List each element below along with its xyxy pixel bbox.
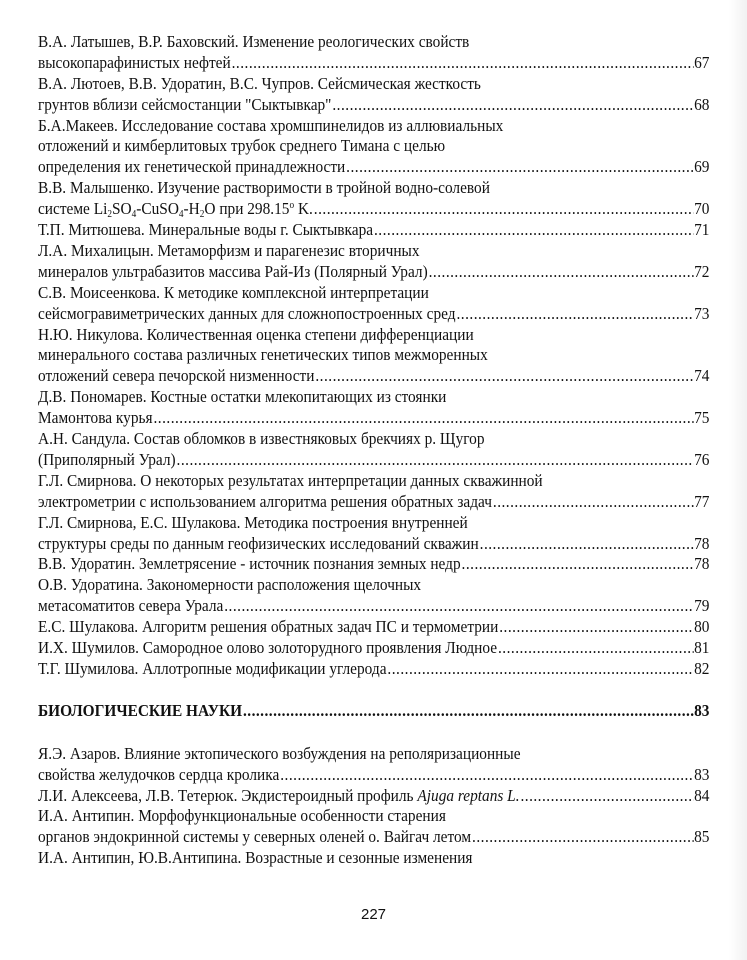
dot-leader xyxy=(374,220,693,241)
toc-entry-last-line[interactable] xyxy=(38,366,709,387)
dot-leader xyxy=(429,262,694,283)
toc-entry-text: В.В. Удоратин. Землетрясение - источник познания земных недр xyxy=(38,554,461,574)
page-ref: 75 xyxy=(694,408,710,428)
page-ref: 74 xyxy=(694,366,710,386)
page-ref: 78 xyxy=(694,533,710,553)
dot-leader xyxy=(232,53,694,74)
dot-leader xyxy=(153,408,693,429)
page-number: 227 xyxy=(360,906,387,923)
page-ref: 85 xyxy=(694,827,710,847)
toc-entry-last-line[interactable] xyxy=(38,492,709,513)
subscript: 2 xyxy=(107,209,113,221)
page-ref: 79 xyxy=(694,596,710,616)
formula-text: O при 298.15 xyxy=(204,199,290,219)
page-ref: 72 xyxy=(694,261,710,281)
page-ref: 69 xyxy=(694,157,710,177)
page-ref: 82 xyxy=(694,658,710,678)
toc-entry-last-line[interactable] xyxy=(38,765,709,786)
toc-entry-text: Мамонтова курья xyxy=(38,408,153,428)
toc-entry-last-line[interactable] xyxy=(38,827,709,848)
toc-entry-line: минерального состава различных генетических типов межморенных xyxy=(38,345,488,365)
toc-entry-text: (Приполярный Урал) xyxy=(38,449,176,469)
toc-entry-text: грунтов вблизи сейсмостанции "Сыктывкар" xyxy=(38,94,332,114)
page-edge-shadow xyxy=(729,0,747,960)
toc-entry-last-line[interactable] xyxy=(38,638,709,659)
toc-entry-last-line[interactable] xyxy=(38,262,709,283)
toc-entry-line: В.В. Малышенко. Изучение растворимости в тройной водно-солевой xyxy=(38,178,490,198)
toc-entry-text: Т.Г. Шумилова. Аллотропные модификации углерода xyxy=(38,658,387,678)
toc-entry-last-line[interactable] xyxy=(38,95,709,116)
page-ref: 80 xyxy=(694,617,710,637)
toc-entry-last-line[interactable] xyxy=(38,53,709,74)
toc-entry-last-line[interactable] xyxy=(38,408,709,429)
page-ref: 71 xyxy=(694,220,710,240)
page-ref: 73 xyxy=(694,303,710,323)
toc-entry-text: отложений севера печорской низменности xyxy=(38,366,315,386)
page-ref: 84 xyxy=(694,785,710,805)
toc-entry-text: определения их генетической принадлежности xyxy=(38,157,346,177)
formula-text: SO xyxy=(112,199,132,219)
toc-entry-text: органов эндокринной системы у северных оленей о. Вайгач летом xyxy=(38,827,472,847)
toc-entry-text xyxy=(38,199,313,220)
toc-entry-text: сейсмогравиметрических данных для сложнопостроенных сред xyxy=(38,303,456,323)
species-name-italic: Ajuga reptans L. xyxy=(417,785,520,805)
dot-leader xyxy=(499,617,693,638)
toc-entry-line: Г.Л. Смирнова, Е.С. Шулакова. Методика построения внутренней xyxy=(38,512,468,532)
toc-entry-text: И.Х. Шумилов. Самородное олово золоторудного проявления Людное xyxy=(38,638,498,658)
subscript: 4 xyxy=(131,209,137,221)
page-ref: 76 xyxy=(694,449,710,469)
dot-leader xyxy=(480,534,694,555)
toc-entry-text: высокопарафинистых нефтей xyxy=(38,52,231,72)
toc-entry-line: И.А. Антипин, Ю.В.Антипина. Возрастные и сезонные изменения xyxy=(38,848,473,868)
dot-leader xyxy=(315,366,693,387)
page-ref: 78 xyxy=(694,554,710,574)
dot-leader xyxy=(387,659,693,680)
page-ref: 83 xyxy=(694,700,710,720)
toc-entry-last-line[interactable] xyxy=(38,596,709,617)
dot-leader xyxy=(498,638,693,659)
page-ref: 81 xyxy=(694,638,710,658)
toc-entry-text: Е.С. Шулакова. Алгоритм решения обратных задач ПС и термометрии xyxy=(38,617,499,637)
dot-leader xyxy=(224,596,693,617)
toc-entry-text: метасоматитов севера Урала xyxy=(38,596,224,616)
degree-superscript: o xyxy=(289,200,295,212)
toc-entry-last-line[interactable] xyxy=(38,450,709,471)
section-title: БИОЛОГИЧЕСКИЕ НАУКИ xyxy=(38,700,243,720)
toc-entry-text: минералов ультрабазитов массива Рай-Из (Полярный Урал) xyxy=(38,261,428,281)
formula-text: -CuSO xyxy=(136,199,179,219)
page-ref: 70 xyxy=(694,199,710,219)
toc-entry-line: И.А. Антипин. Морфофункциональные особенности старения xyxy=(38,806,446,826)
dot-leader xyxy=(462,554,694,575)
page-ref: 68 xyxy=(694,94,710,114)
toc-entry-text: Т.П. Митюшева. Минеральные воды г. Сыктывкара xyxy=(38,220,374,240)
subscript: 4 xyxy=(178,209,184,221)
toc-entry-line: Г.Л. Смирнова. О некоторых результатах интерпретации данных скважинной xyxy=(38,470,543,490)
toc-entry-last-line[interactable] xyxy=(38,554,709,575)
toc-entry-line: Я.Э. Азаров. Влияние эктопического возбуждения на реполяризационные xyxy=(38,743,521,763)
toc-entry-line: А.Н. Сандула. Состав обломков в известняковых брекчиях р. Щугор xyxy=(38,429,485,449)
toc-entry-last-line[interactable] xyxy=(38,199,709,220)
dot-leader xyxy=(243,701,693,722)
toc-entry-text: электрометрии с использованием алгоритма решения обратных задач xyxy=(38,491,492,511)
toc-entry-line: В.А. Латышев, В.Р. Баховский. Изменение реологических свойств xyxy=(38,32,470,51)
subscript: 2 xyxy=(199,209,205,221)
toc-entry-last-line[interactable] xyxy=(38,659,709,680)
page-ref: 83 xyxy=(694,764,710,784)
toc-entry-last-line[interactable] xyxy=(38,786,709,807)
toc-entry-text: свойства желудочков сердца кролика xyxy=(38,764,280,784)
dot-leader xyxy=(280,765,693,786)
toc-entry-line: Л.А. Михалицын. Метаморфизм и парагенезис вторичных xyxy=(38,240,420,260)
toc-entry-last-line[interactable] xyxy=(38,534,709,555)
dot-leader xyxy=(520,786,693,807)
formula-text: системе Li xyxy=(38,199,108,219)
dot-leader xyxy=(314,199,693,220)
toc-entry-line: Н.Ю. Никулова. Количественная оценка степени дифференциации xyxy=(38,324,474,344)
entry-text-part: Л.И. Алексеева, Л.В. Тетерюк. Экдистероидный профиль xyxy=(38,785,418,805)
dot-leader xyxy=(177,450,694,471)
toc-entry-line: О.В. Удоратина. Закономерности расположения щелочных xyxy=(38,575,422,595)
toc-entry-last-line[interactable] xyxy=(38,157,709,178)
formula-text: -H xyxy=(183,199,200,219)
toc-entry-line: С.В. Моисеенкова. К методике комплексной интерпретации xyxy=(38,282,429,302)
toc-entry-line: Д.В. Пономарев. Костные остатки млекопитающих из стоянки xyxy=(38,387,447,407)
formula-text: K. xyxy=(294,199,313,219)
table-of-contents xyxy=(38,32,710,869)
toc-entry-line: Б.А.Макеев. Исследование состава хромшпинелидов из аллювиальных xyxy=(38,115,504,135)
toc-entry-last-line[interactable] xyxy=(38,220,709,241)
dot-leader xyxy=(457,304,694,325)
toc-entry-text xyxy=(38,786,520,807)
toc-entry-line: В.А. Лютоев, В.В. Удоратин, В.С. Чупров. Сейсмическая жесткость xyxy=(38,73,481,93)
section-heading-biology[interactable] xyxy=(38,701,709,722)
dot-leader xyxy=(472,827,693,848)
toc-entry-text: структуры среды по данным геофизических исследований скважин xyxy=(38,533,479,553)
toc-entry-line: отложений и кимберлитовых трубок среднего Тимана с целью xyxy=(38,136,446,156)
dot-leader xyxy=(346,157,693,178)
dot-leader xyxy=(493,492,693,513)
toc-entry-last-line[interactable] xyxy=(38,304,709,325)
page-ref: 77 xyxy=(694,491,710,511)
toc-entry-last-line[interactable] xyxy=(38,617,709,638)
dot-leader xyxy=(332,95,693,116)
page-ref: 67 xyxy=(694,52,710,72)
